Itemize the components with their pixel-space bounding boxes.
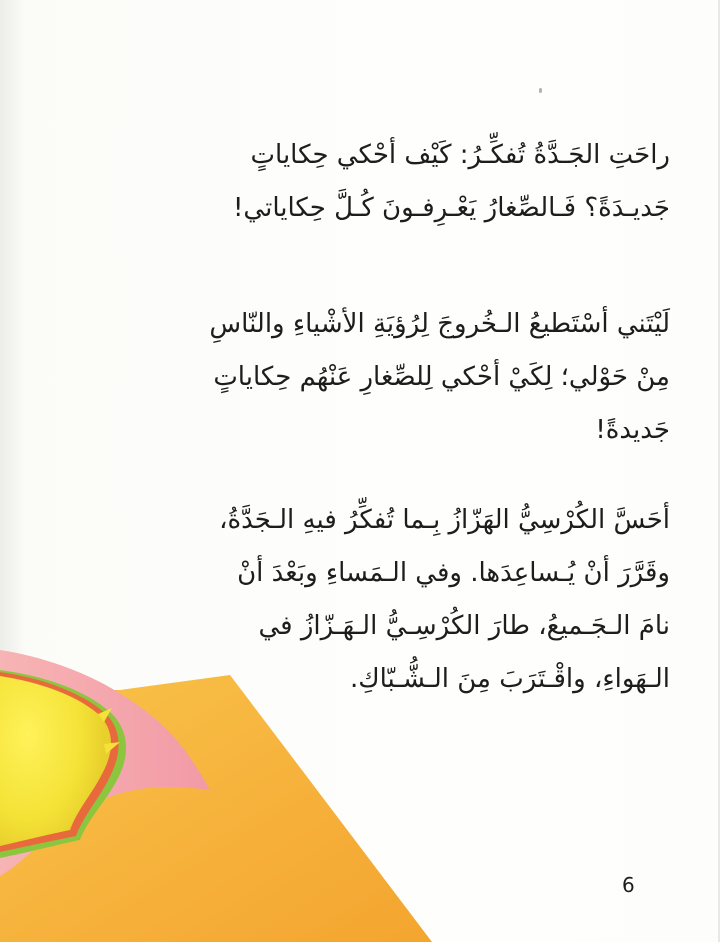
story-paragraph-1 — [110, 129, 670, 235]
story-line: جَديـدَةً؟ فَـالصِّغارُ يَعْـرِفـونَ كُـلَّ حِكاياتي! — [233, 193, 670, 223]
story-line: وقَرَّرَ أنْ يُـساعِدَها. وفي الـمَساءِ وبَعْدَ أنْ — [237, 558, 670, 588]
story-line: جَديدةً! — [595, 415, 670, 445]
story-line: الـهَواءِ، واقْـتَرَبَ مِنَ الـشُّـبّاكِ. — [349, 664, 670, 694]
page-number: 6 — [622, 873, 635, 897]
story-line: أحَسَّ الكُرْسِيُّ الهَزّازُ بِـما تُفكِّرُ فيهِ الـجَدَّةُ، — [219, 505, 670, 535]
story-line: نامَ الـجَـميعُ، طارَ الكُرْسِـيُّ الـهَـزّازُ في — [258, 611, 670, 641]
story-line: مِنْ حَوْلي؛ لِكَيْ أحْكي لِلصِّغارِ عَنْهُم حِكاياتٍ — [213, 362, 670, 392]
story-paragraph-3 — [110, 494, 670, 706]
story-line: لَيْتَني أسْتَطيعُ الـخُروجَ لِرُؤيَةِ الأشْياءِ والنّاسِ — [209, 309, 670, 339]
story-paragraph-2 — [110, 298, 670, 457]
story-line: راحَتِ الجَـدَّةُ تُفكِّـرُ: كَيْف أحْكي حِكاياتٍ — [250, 140, 670, 170]
